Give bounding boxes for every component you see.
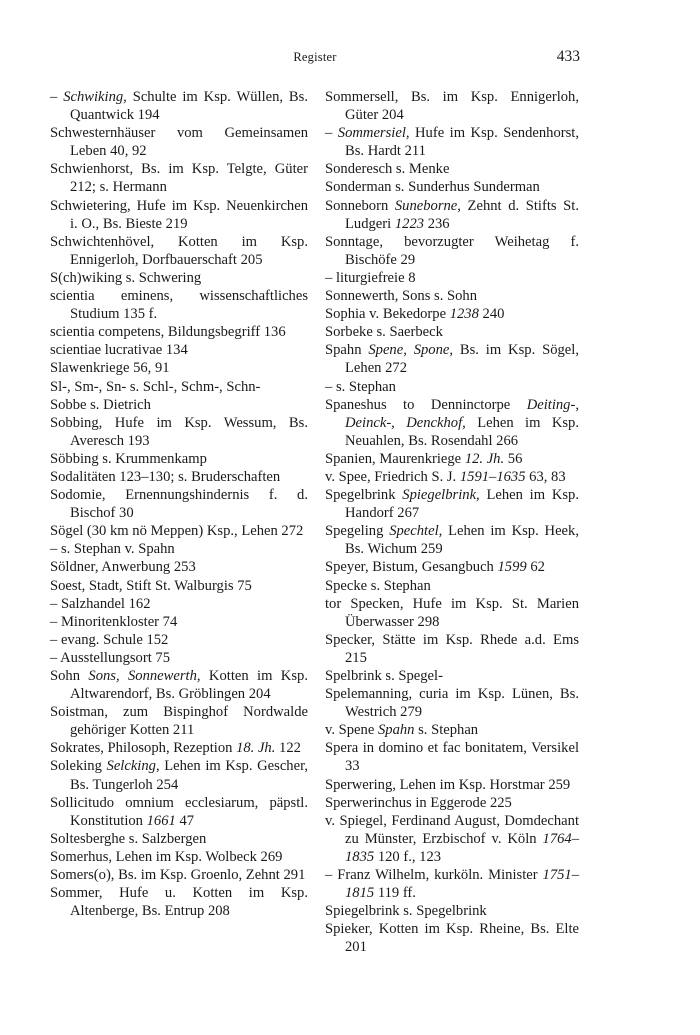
index-entry-italic-text: Spiegelbrink, bbox=[402, 487, 480, 504]
index-entry bbox=[50, 884, 308, 920]
index-entry-text: Spieker, Kotten im Ksp. Rheine, Bs. Elte 201 bbox=[325, 921, 579, 956]
index-entry-text: Sperwerinchus in Eggerode 225 bbox=[325, 794, 512, 811]
index-entry-text: Sollicitudo omnium ecclesiarum, päpstl. Konstitution bbox=[50, 794, 308, 829]
index-entry bbox=[50, 866, 308, 884]
index-entry bbox=[50, 323, 308, 341]
index-entry bbox=[50, 160, 308, 196]
index-entry-text: Specke s. Stephan bbox=[325, 577, 431, 594]
index-entry-italic-text: Schwiking, bbox=[63, 89, 127, 105]
index-column-left bbox=[50, 88, 308, 920]
index-entry-text: Somerhus, Lehen im Ksp. Wolbeck 269 bbox=[50, 848, 283, 865]
index-entry bbox=[50, 848, 308, 866]
index-entry-text: 119 ff. bbox=[374, 885, 416, 902]
index-entry bbox=[50, 540, 308, 558]
index-entry-text: Sommersell, Bs. im Ksp. Ennigerloh, Güter 204 bbox=[325, 89, 579, 124]
index-entry-text: Zehnt d. Stifts St. Ludgeri bbox=[345, 197, 580, 232]
index-entry-text: scientia eminens, wissenschaftliches Studium 135 f. bbox=[50, 288, 308, 323]
index-entry bbox=[325, 595, 579, 631]
index-entry-italic-text: Spene, Spone, bbox=[368, 342, 454, 359]
index-entry bbox=[325, 776, 579, 794]
index-entry-text: Lehen im Ksp. Handorf 267 bbox=[345, 487, 579, 522]
index-entry-text: Sonntage, bevorzugter Weihetag f. Bischöfe 29 bbox=[325, 233, 579, 268]
index-entry bbox=[50, 197, 308, 233]
index-entry-text: 62 bbox=[526, 559, 545, 576]
index-entry-italic-text: Spahn bbox=[377, 722, 415, 739]
index-entry bbox=[325, 269, 579, 287]
index-entry bbox=[50, 359, 308, 377]
index-entry-text: Sögel (30 km nö Meppen) Ksp., Lehen 272 bbox=[50, 523, 304, 540]
index-entry-italic-text: 1661 bbox=[146, 812, 176, 829]
index-entry-italic-text: Sommersiel, bbox=[337, 125, 410, 142]
index-entry bbox=[325, 866, 579, 902]
index-entry bbox=[50, 287, 308, 323]
index-entry-text: Soleking bbox=[50, 758, 107, 775]
index-entry-text: Sobbing, Hufe im Ksp. Wessum, Bs. Averesch 193 bbox=[50, 414, 308, 449]
index-entry-text: Sommer, Hufe u. Kotten im Ksp. Altenberge, Bs. Entrup 208 bbox=[50, 885, 308, 920]
index-entry-text: Kotten im Ksp. Altwarendorf, Bs. Gröblingen 204 bbox=[70, 668, 308, 703]
index-entry-text: Spanien, Maurenkriege bbox=[325, 450, 465, 467]
index-entry-italic-text: Spechtel, bbox=[389, 523, 443, 540]
index-entry bbox=[325, 450, 579, 468]
index-entry bbox=[325, 323, 579, 341]
index-entry-text: scientia competens, Bildungsbegriff 136 bbox=[50, 324, 286, 341]
index-entry bbox=[50, 233, 308, 269]
index-entry-text: Slawenkriege 56, 91 bbox=[50, 360, 170, 377]
page-header bbox=[50, 50, 580, 70]
index-entry-italic-text: Suneborne, bbox=[394, 197, 461, 214]
index-entry bbox=[50, 522, 308, 540]
index-entry bbox=[50, 667, 308, 703]
index-entry-text: Spegeling bbox=[325, 523, 390, 540]
index-entry-text: Sonneborn bbox=[325, 197, 395, 214]
index-entry-text: 56 bbox=[504, 450, 523, 467]
index-entry-text: Sodomie, Ernennungshindernis f. d. Bischof 30 bbox=[50, 487, 308, 522]
index-entry-italic-text: 12. Jh. bbox=[464, 450, 505, 467]
index-entry-text: Schwietering, Hufe im Ksp. Neuenkirchen i. O., Bs. Bieste 219 bbox=[50, 197, 308, 232]
index-entry bbox=[50, 739, 308, 757]
index-entry-text: scientiae lucrativae 134 bbox=[50, 342, 188, 359]
index-entry-text: Bs. im Ksp. Sögel, Lehen 272 bbox=[345, 342, 579, 377]
index-entry-italic-text: 1599 bbox=[497, 559, 527, 576]
index-entry-text: Spiegelbrink s. Spegelbrink bbox=[325, 903, 487, 920]
index-entry-text: Soest, Stadt, Stift St. Walburgis 75 bbox=[50, 577, 252, 594]
index-entry-text: Sohn bbox=[50, 668, 89, 684]
index-entry-text: – s. Stephan bbox=[325, 378, 396, 395]
index-entry bbox=[325, 178, 579, 196]
index-entry-text: – s. Stephan v. Spahn bbox=[50, 541, 175, 558]
index-entry-text: – bbox=[50, 89, 64, 105]
index-entry-text: Söldner, Anwerbung 253 bbox=[50, 559, 196, 576]
index-entry bbox=[325, 197, 579, 233]
index-entry-text: Sodalitäten 123–130; s. Bruderschaften bbox=[50, 468, 281, 485]
index-entry bbox=[325, 378, 579, 396]
index-entry bbox=[325, 739, 579, 775]
index-entry bbox=[325, 341, 579, 377]
index-entry-text: Hufe im Ksp. Sendenhorst, Bs. Hardt 211 bbox=[345, 125, 579, 160]
index-entry-text: Sobbe s. Dietrich bbox=[50, 396, 151, 413]
index-entry bbox=[50, 269, 308, 287]
index-entry bbox=[50, 88, 308, 124]
index-entry bbox=[50, 613, 308, 631]
index-entry-text: v. Spiegel, Ferdinand August, Domdechant zu Münster, Erzbischof v. Köln bbox=[325, 812, 579, 847]
index-entry bbox=[325, 577, 579, 595]
index-entry-text: Schulte im Ksp. Wüllen, Bs. Quantwick 194 bbox=[70, 89, 308, 124]
index-entry-text: Sperwering, Lehen im Ksp. Horstmar 259 bbox=[325, 776, 571, 793]
index-entry-text: – Ausstellungsort 75 bbox=[50, 649, 170, 666]
index-entry-italic-text: 1238 bbox=[449, 306, 479, 323]
index-entry-text: Sonnewerth, Sons s. Sohn bbox=[325, 288, 478, 305]
index-entry-text: Spera in domino et fac bonitatem, Versikel 33 bbox=[325, 740, 579, 775]
index-entry-text: Spahn bbox=[325, 342, 369, 359]
index-entry bbox=[325, 305, 579, 323]
index-entry-text: 240 bbox=[478, 306, 505, 323]
index-entry-text: Spelbrink s. Spegel- bbox=[325, 668, 443, 684]
index-entry-text: tor Specken, Hufe im Ksp. St. Marien Überwasser 298 bbox=[325, 595, 579, 630]
index-entry bbox=[325, 522, 579, 558]
index-entry-text: Lehen im Ksp. Gescher, Bs. Tungerloh 254 bbox=[70, 758, 308, 793]
index-entry-text: Lehen im Ksp. Heek, Bs. Wichum 259 bbox=[345, 523, 579, 558]
index-entry-text: Somers(o), Bs. im Ksp. Groenlo, Zehnt 291 bbox=[50, 867, 306, 884]
index-entry bbox=[50, 414, 308, 450]
index-entry bbox=[50, 341, 308, 359]
index-entry bbox=[325, 396, 579, 450]
index-entry-text: – Franz Wilhelm, kurköln. Minister bbox=[325, 867, 543, 884]
index-entry bbox=[325, 287, 579, 305]
index-entry-text: Sokrates, Philosoph, Rezeption bbox=[50, 740, 237, 757]
page-number: 433 bbox=[556, 48, 580, 65]
index-entry bbox=[325, 486, 579, 522]
index-entry-text: – evang. Schule 152 bbox=[50, 631, 169, 648]
index-entry-text: 63, 83 bbox=[525, 468, 566, 485]
index-entry bbox=[50, 558, 308, 576]
index-entry bbox=[50, 703, 308, 739]
index-entry bbox=[50, 450, 308, 468]
index-entry bbox=[50, 577, 308, 595]
index-entry-italic-text: Sons, Sonnewerth, bbox=[88, 668, 201, 684]
index-entry bbox=[325, 721, 579, 739]
index-entry-text: Schwichtenhövel, Kotten im Ksp. Ennigerloh, Dorfbauerschaft 205 bbox=[50, 233, 308, 268]
index-entry bbox=[325, 124, 579, 160]
index-entry bbox=[325, 685, 579, 721]
index-entry-italic-text: 1223 bbox=[394, 215, 425, 232]
index-entry bbox=[325, 160, 579, 178]
index-entry-italic-text: Selcking, bbox=[106, 758, 160, 775]
index-entry-text: Speyer, Bistum, Gesangbuch bbox=[325, 559, 498, 576]
index-entry-text: Spaneshus to Denninctorpe bbox=[325, 396, 527, 413]
index-entry bbox=[50, 649, 308, 667]
index-entry-text: Sophia v. Bekedorpe bbox=[325, 306, 450, 323]
index-entry bbox=[50, 757, 308, 793]
index-entry-text: v. Spee, Friedrich S. J. bbox=[325, 468, 460, 485]
index-entry bbox=[325, 902, 579, 920]
index-entry-italic-text: 1764–1835 bbox=[345, 830, 579, 865]
index-entry-text: Sorbeke s. Saerbeck bbox=[325, 324, 443, 341]
index-entry bbox=[325, 667, 579, 685]
running-head-title: Register bbox=[293, 50, 337, 64]
index-entry bbox=[325, 233, 579, 269]
index-entry-text: – Minoritenkloster 74 bbox=[50, 613, 178, 630]
index-entry-text: Lehen im Ksp. Neuahlen, Bs. Rosendahl 266 bbox=[345, 414, 580, 449]
index-entry-text: Schwienhorst, Bs. im Ksp. Telgte, Güter 212; s. Hermann bbox=[50, 161, 308, 196]
index-entry-text: Soistman, zum Bispinghof Nordwalde gehöriger Kotten 211 bbox=[50, 704, 308, 739]
index-entry-text: Specker, Stätte im Ksp. Rhede a.d. Ems 215 bbox=[325, 631, 579, 666]
index-entry bbox=[325, 558, 579, 576]
index-entry bbox=[50, 631, 308, 649]
index-entry-text: Sonderesch s. Menke bbox=[325, 161, 450, 178]
index-entry-text: Sonderman s. Sunderhus Sunderman bbox=[325, 179, 540, 196]
index-entry-text: 236 bbox=[424, 215, 450, 232]
index-entry-italic-text: 1751–1815 bbox=[345, 867, 579, 902]
index-entry bbox=[50, 124, 308, 160]
index-entry bbox=[325, 88, 579, 124]
index-entry bbox=[325, 794, 579, 812]
index-entry-text: v. Spene bbox=[325, 722, 378, 739]
index-entry-text: Schwesternhäuser vom Gemeinsamen Leben 40, 92 bbox=[50, 125, 308, 160]
index-entry-text: s. Stephan bbox=[414, 722, 479, 739]
index-entry bbox=[325, 631, 579, 667]
index-entry-text: – liturgiefreie 8 bbox=[325, 269, 416, 286]
index-entry-text: 47 bbox=[175, 812, 195, 829]
index-entry bbox=[325, 812, 579, 866]
index-entry bbox=[325, 468, 579, 486]
index-entry-text: Soltesberghe s. Salzbergen bbox=[50, 830, 207, 847]
index-entry-text: Spelemanning, curia im Ksp. Lünen, Bs. Westrich 279 bbox=[325, 686, 579, 721]
index-entry-text: S(ch)wiking s. Schwering bbox=[50, 269, 202, 286]
index-entry bbox=[50, 595, 308, 613]
index-entry bbox=[50, 794, 308, 830]
index-entry bbox=[50, 486, 308, 522]
index-entry-text: Söbbing s. Krummenkamp bbox=[50, 450, 207, 467]
index-column-right bbox=[325, 88, 579, 957]
index-entry-italic-text: 1591–1635 bbox=[459, 468, 526, 485]
index-entry-italic-text: 18. Jh. bbox=[236, 740, 276, 757]
index-entry-text: – Salzhandel 162 bbox=[50, 595, 151, 612]
index-entry-text: Sl-, Sm-, Sn- s. Schl-, Schm-, Schn- bbox=[50, 378, 261, 395]
index-entry bbox=[50, 396, 308, 414]
index-entry-italic-text: Deiting-, Deinck-, Denckhof, bbox=[345, 396, 579, 431]
index-entry-text: – bbox=[325, 125, 338, 142]
index-entry bbox=[50, 830, 308, 848]
index-entry bbox=[50, 378, 308, 396]
index-entry-text: 122 bbox=[275, 740, 301, 757]
index-entry bbox=[50, 468, 308, 486]
index-entry-text: 120 f., 123 bbox=[374, 848, 442, 865]
index-entry-text: Spegelbrink bbox=[325, 487, 403, 504]
index-entry bbox=[325, 920, 579, 956]
